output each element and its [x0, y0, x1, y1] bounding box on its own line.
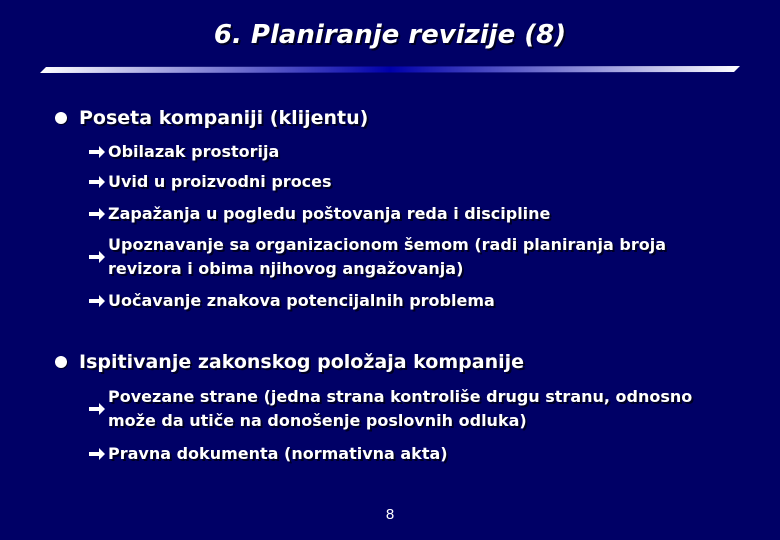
list-item: [88, 442, 728, 466]
list-item: [88, 385, 728, 433]
right-arrow-icon: [88, 170, 108, 194]
list-item-text: Povezane strane (jedna strana kontroliše drugu stranu, odnosno može da utiče na donošenje poslovnih odluka): [108, 387, 693, 430]
list-item-text: Uočavanje znakova potencijalnih problema: [108, 291, 495, 310]
list-item-text: Upoznavanje sa organizacionom šemom (radi planiranja broja revizora i obima njihovog angažovanja): [108, 235, 666, 278]
list-item: [88, 140, 728, 164]
right-arrow-icon: [88, 385, 108, 433]
title-divider: [40, 64, 740, 74]
right-arrow-icon: [88, 233, 108, 281]
list-item: [88, 170, 728, 194]
filled-circle-icon: [55, 112, 67, 124]
right-arrow-icon: [88, 289, 108, 313]
list-item: [88, 289, 728, 313]
slide-title: 6. Planiranje revizije (8): [213, 20, 567, 50]
section-heading-text: Ispitivanje zakonskog položaja kompanije: [79, 351, 525, 373]
list-item: [88, 202, 728, 226]
section-heading-text: Poseta kompaniji (klijentu): [79, 107, 369, 129]
right-arrow-icon: [88, 202, 108, 226]
section-heading: [55, 351, 755, 373]
filled-circle-icon: [55, 356, 67, 368]
list-item-text: Zapažanja u pogledu poštovanja reda i discipline: [108, 204, 551, 223]
right-arrow-icon: [88, 140, 108, 164]
section-heading: [55, 107, 755, 129]
right-arrow-icon: [88, 442, 108, 466]
list-item-text: Pravna dokumenta (normativna akta): [108, 444, 448, 463]
section-legal-status: [55, 351, 755, 373]
section-company-visit: [55, 107, 755, 129]
list-item-text: Obilazak prostorija: [108, 142, 280, 161]
list-item: [88, 233, 728, 281]
page-number: 8: [385, 506, 395, 523]
list-item-text: Uvid u proizvodni proces: [108, 172, 332, 191]
